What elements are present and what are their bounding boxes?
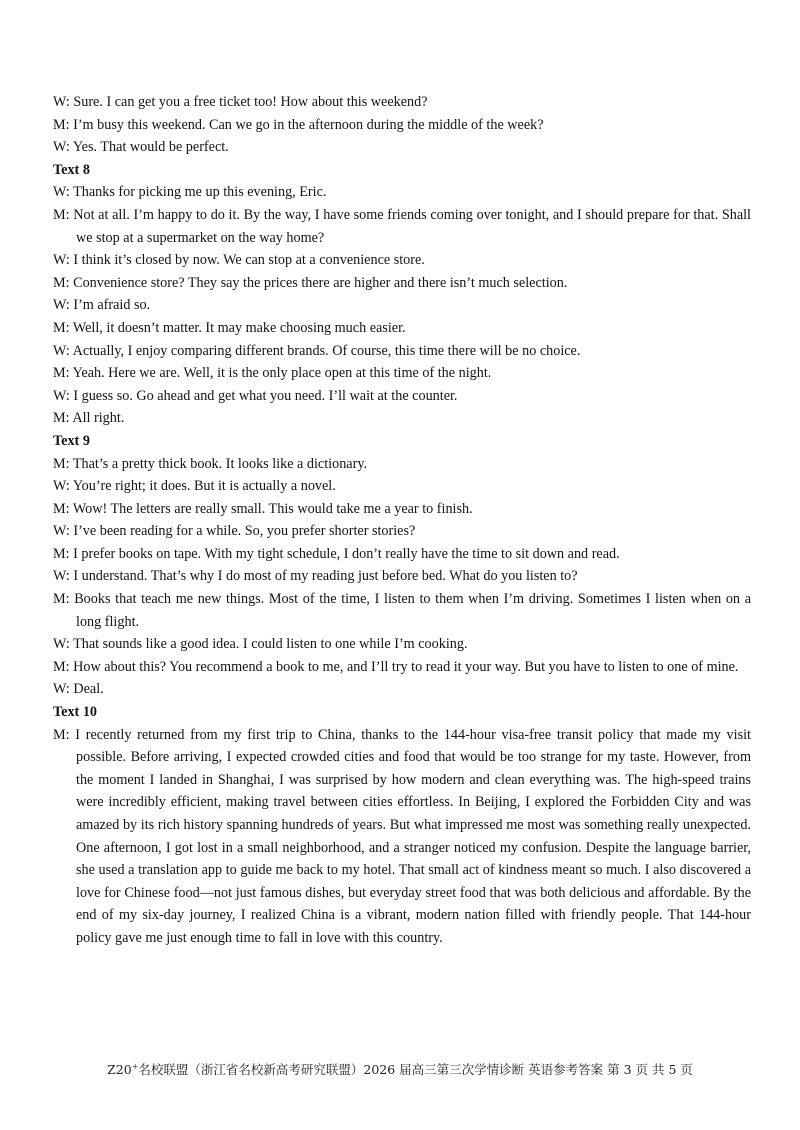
dialogue-line: W: I’ve been reading for a while. So, you prefer shorter stories? (53, 523, 416, 540)
section-heading: Text 10 (53, 704, 98, 721)
dialogue-line: M: Convenience store? They say the prices there are higher and there isn’t much selection. (53, 274, 568, 291)
transcript-content (53, 91, 751, 950)
dialogue-line: M: Well, it doesn’t matter. It may make choosing much easier. (53, 319, 406, 336)
footer-prefix: Z20 (107, 1062, 132, 1077)
dialogue-line: M: I’m busy this weekend. Can we go in the afternoon during the middle of the week? (53, 116, 544, 133)
dialogue-line: W: Deal. (53, 681, 104, 698)
page-footer (0, 1060, 800, 1078)
dialogue-line: M: That’s a pretty thick book. It looks like a dictionary. (53, 455, 368, 472)
dialogue-line: M: All right. (53, 410, 125, 427)
dialogue-line: W: I’m afraid so. (53, 297, 151, 314)
dialogue-line: W: I guess so. Go ahead and get what you need. I’ll wait at the counter. (53, 387, 458, 404)
dialogue-line: M: Yeah. Here we are. Well, it is the only place open at this time of the night. (53, 365, 492, 382)
section-heading: Text 9 (53, 432, 90, 449)
dialogue-line: M: How about this? You recommend a book to me, and I’ll try to read it your way. But you have to listen to one of mine. (53, 658, 739, 675)
dialogue-line: W: You’re right; it does. But it is actually a novel. (53, 478, 336, 495)
dialogue-line: W: I understand. That’s why I do most of my reading just before bed. What do you listen to? (53, 568, 578, 585)
dialogue-line: W: Thanks for picking me up this evening, Eric. (53, 184, 327, 201)
dialogue-line: W: Actually, I enjoy comparing different brands. Of course, this time there will be no choice. (53, 342, 581, 359)
monologue-paragraph: M: I recently returned from my first trip to China, thanks to the 144-hour visa-free transit policy that made my visit possible. Before arriving, I expected crowded cities and food that would be too strange for my taste. However, from the moment I landed in Shanghai, I was surprised by how modern and clean everything was. The high-speed trains were incredibly efficient, making travel between cities effortless. In Beijing, I explored the Forbidden City and was amazed by its rich history spanning hundreds of years. But what impressed me most was something really unexpected. One afternoon, I got lost in a small neighborhood, and a stranger noticed my confusion. Despite the language barrier, she used a translation app to guide me back to my hotel. That small act of kindness meant so much. I also discovered a love for Chinese food—not just famous dishes, but everyday street food that was both delicious and affordable. By the end of my six-day journey, I realized China is a vibrant, modern nation filled with friendly people. That 144-hour policy gave me just enough time to fall in love with this country. (53, 726, 751, 946)
dialogue-line: W: I think it’s closed by now. We can stop at a convenience store. (53, 252, 425, 269)
footer-text: 名校联盟（浙江省名校新高考研究联盟）2026 届高三第三次学情诊断 英语参考答案 第 3 页 共 5 页 (138, 1062, 693, 1077)
dialogue-line: W: That sounds like a good idea. I could listen to one while I’m cooking. (53, 636, 468, 653)
dialogue-line: M: Books that teach me new things. Most of the time, I listen to them when I’m driving. Sometimes I listen when on a long flight. (53, 591, 751, 630)
dialogue-line: M: Wow! The letters are really small. This would take me a year to finish. (53, 500, 473, 517)
dialogue-line: W: Yes. That would be perfect. (53, 139, 229, 156)
dialogue-line: M: I prefer books on tape. With my tight schedule, I don’t really have the time to sit down and read. (53, 545, 620, 562)
dialogue-line: W: Sure. I can get you a free ticket too! How about this weekend? (53, 94, 428, 110)
footer-sup: + (131, 1061, 139, 1071)
dialogue-line: M: Not at all. I’m happy to do it. By the way, I have some friends coming over tonight, and I should prepare for that. Shall we stop at a supermarket on the way home? (53, 206, 751, 246)
section-heading: Text 8 (53, 161, 90, 178)
